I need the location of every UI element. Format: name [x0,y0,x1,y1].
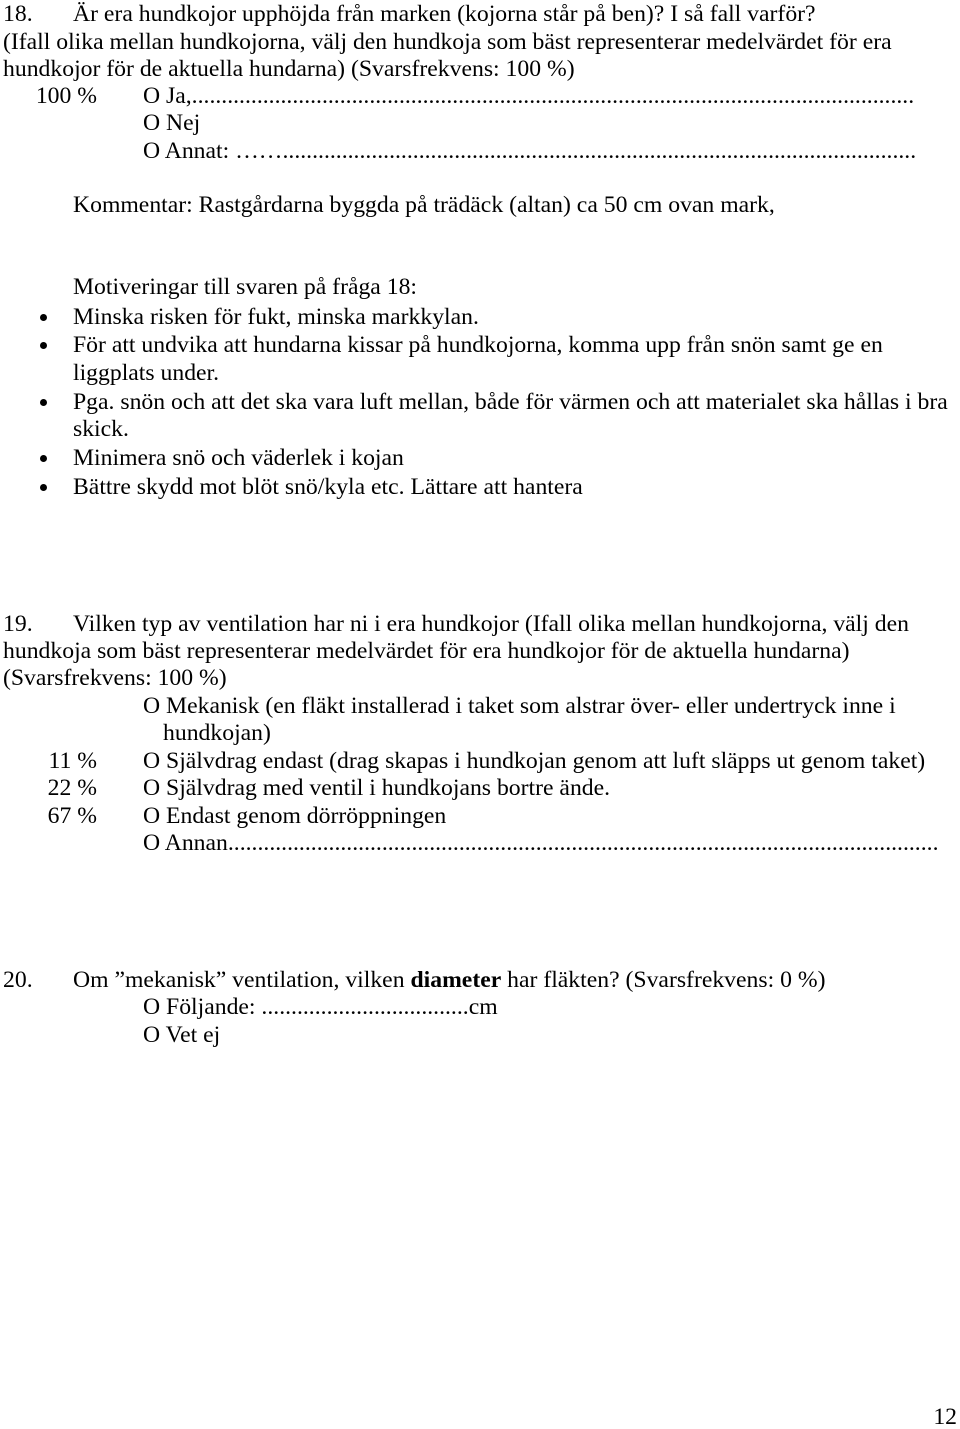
motivation-text-line: För att undvika att hundarna kissar på hundkojorna, komma upp från snön samt ge en [73,332,883,358]
question-number: 18. [3,1,33,27]
option-label: O Mekanisk (en fläkt installerad i taket som alstrar över- eller undertryck inne i [143,693,896,719]
motivation-item [0,332,960,388]
option-label: O Ja,.......................................................................................................................... [143,83,915,109]
response-percent: 67 % [47,803,97,829]
bullet-icon [40,314,47,321]
option-label: O Annat: ……........................................................................................................... [143,138,917,164]
bullet-icon [40,455,47,462]
question-text-line: Vilken typ av ventilation har ni i era hundkojor (Ifall olika mellan hundkojorna, välj den [73,611,909,637]
question-text-after: har fläkten? (Svarsfrekvens: 0 %) [501,967,826,993]
motivation-text-line: skick. [73,416,129,442]
question-text-bold: diameter [410,967,502,993]
motivation-item [0,389,960,445]
question-text-line: hundkojor för de aktuella hundarna) (Svarsfrekvens: 100 %) [3,56,575,82]
question-text-line: (Svarsfrekvens: 100 %) [3,665,227,691]
motivations-heading: Motiveringar till svaren på fråga 18: [73,274,418,300]
bullet-icon [40,399,47,406]
bullet-icon [40,342,47,349]
option-label: O Annan........................................................................................................................ [143,830,939,856]
page-number: 12 [933,1404,957,1429]
option-label: O Endast genom dörröppningen [143,803,447,829]
comment-text: Kommentar: Rastgårdarna byggda på trädäck (altan) ca 50 cm ovan mark, [73,192,775,218]
motivation-text-line: Minska risken för fukt, minska markkylan. [73,304,479,330]
question-text-line: (Ifall olika mellan hundkojorna, välj den hundkoja som bäst representerar medelvärdet för era [3,29,892,55]
response-percent: 11 % [48,748,97,774]
response-percent: 100 % [35,83,97,109]
option-label: O Självdrag med ventil i hundkojans bortre ände. [143,775,611,801]
question-text-line [73,967,826,994]
option-label: O Vet ej [143,1022,221,1048]
motivation-text-line: Minimera snö och väderlek i kojan [73,445,404,471]
option-label: O Nej [143,110,201,136]
response-percent: 22 % [47,775,97,801]
question-number: 20. [3,967,33,993]
option-label: O Följande: ...................................cm [143,994,498,1020]
bullet-icon [40,484,47,491]
motivation-text-line: Bättre skydd mot blöt snö/kyla etc. Lättare att hantera [73,474,583,500]
question-text-line: Är era hundkojor upphöjda från marken (kojorna står på ben)? I så fall varför? [73,1,816,27]
option-label-continuation: hundkojan) [163,720,271,746]
motivation-text-line: Pga. snön och att det ska vara luft mellan, både för värmen och att materialet ska hållas i bra [73,389,948,415]
motivation-text-line: liggplats under. [73,360,220,386]
question-text-before: Om ”mekanisk” ventilation, vilken [73,967,411,993]
question-number: 19. [3,611,33,637]
motivation-item [0,474,960,530]
option-label: O Självdrag endast (drag skapas i hundkojan genom att luft släpps ut genom taket) [143,748,926,774]
question-text-line: hundkoja som bäst representerar medelvärdet för era hundkojor för de aktuella hundarna) [3,638,850,664]
